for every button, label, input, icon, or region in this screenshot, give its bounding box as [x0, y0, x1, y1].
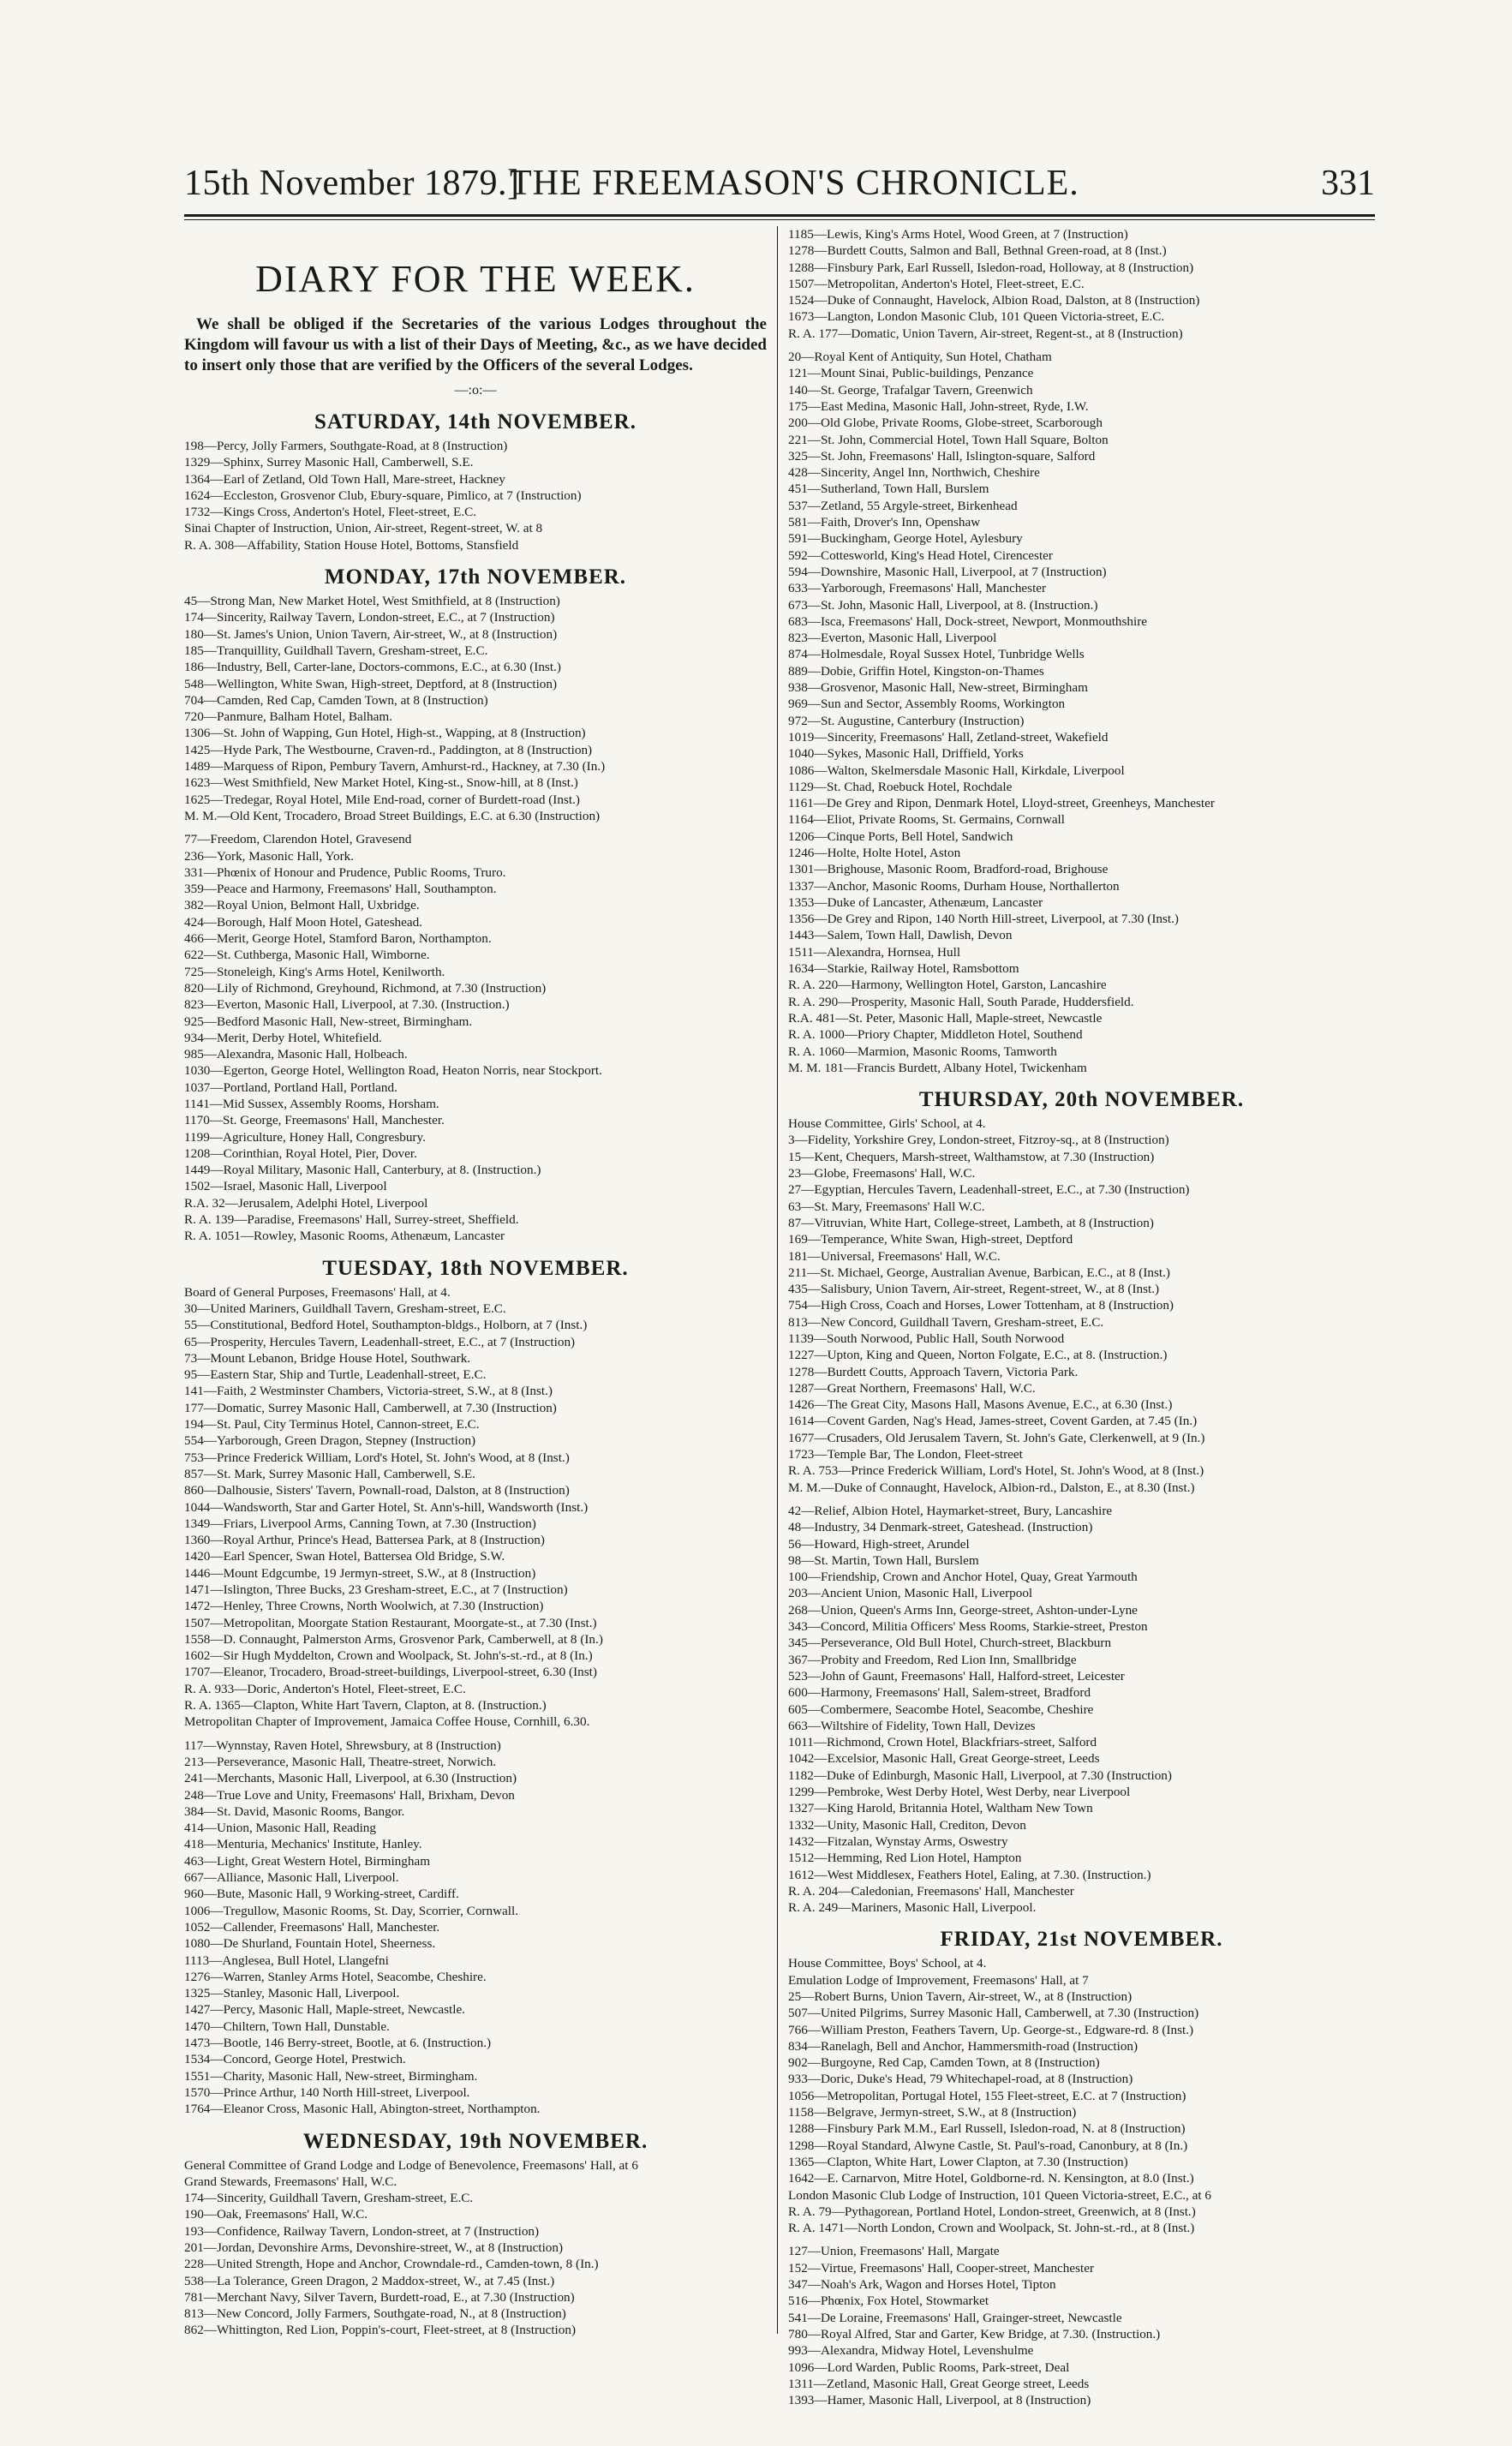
masthead: [184, 146, 1375, 214]
lodge-entry: 1329—Sphinx, Surrey Masonic Hall, Camberwell, S.E.: [184, 455, 474, 470]
lodge-entry: R. A. 933—Doric, Anderton's Hotel, Fleet-street, E.C.: [184, 1681, 466, 1696]
lodge-entry: 384—St. David, Masonic Rooms, Bangor.: [184, 1803, 405, 1819]
lodge-entry: 1182—Duke of Edinburgh, Masonic Hall, Liverpool, at 7.30 (Instruction): [788, 1767, 1172, 1783]
lodge-entry: 63—St. Mary, Freemasons' Hall W.C.: [788, 1199, 985, 1214]
lodge-entry: 56—Howard, High-street, Arundel: [788, 1536, 970, 1552]
wednesday-cont-country-entries: [788, 349, 1375, 1076]
lodge-entry: 174—Sincerity, Railway Tavern, London-street, E.C., at 7 (Instruction): [184, 610, 555, 625]
lodge-entry: R. A. 220—Harmony, Wellington Hotel, Garston, Lancashire: [788, 978, 1107, 993]
lodge-entry: 605—Combermere, Seacombe Hotel, Seacombe, Cheshire: [788, 1701, 1094, 1717]
lodge-entry: 823—Everton, Masonic Hall, Liverpool, at 7.30. (Instruction.): [184, 997, 510, 1013]
lodge-entry: R. A. 1365—Clapton, White Hart Tavern, Clapton, at 8. (Instruction.): [184, 1698, 547, 1713]
lodge-entry: 548—Wellington, White Swan, High-street, Deptford, at 8 (Instruction): [184, 676, 558, 691]
lodge-entry: 174—Sincerity, Guildhall Tavern, Gresham-street, E.C.: [184, 2191, 474, 2206]
lodge-entry: R. A. 753—Prince Frederick William, Lord's Hotel, St. John's Wood, at 8 (Inst.): [788, 1463, 1204, 1479]
lodge-entry: 1707—Eleanor, Trocadero, Broad-street-buildings, Liverpool-street, 6.30 (Inst): [184, 1665, 597, 1680]
lodge-entry: 1443—Salem, Town Hall, Dawlish, Devon: [788, 928, 1013, 943]
lodge-entry: 1327—King Harold, Britannia Hotel, Waltham New Town: [788, 1801, 1093, 1816]
lodge-entry: 1507—Metropolitan, Anderton's Hotel, Fleet-street, E.C.: [788, 276, 1085, 291]
lodge-entry: 140—St. George, Trafalgar Tavern, Greenwich: [788, 382, 1033, 398]
lodge-entry: 345—Perseverance, Old Bull Hotel, Church-street, Blackburn: [788, 1636, 1112, 1651]
lodge-entry: R. A. 177—Domatic, Union Tavern, Air-street, Regent-st., at 8 (Instruction): [788, 326, 1183, 341]
lodge-entry: R. A. 139—Paradise, Freemasons' Hall, Surrey-street, Sheffield.: [184, 1212, 519, 1228]
lodge-entry: 507—United Pilgrims, Surrey Masonic Hall, Camberwell, at 7.30 (Instruction): [788, 2006, 1199, 2021]
lodge-entry: R. A. 79—Pythagorean, Portland Hotel, London-street, Greenwich, at 8 (Inst.): [788, 2204, 1196, 2219]
lodge-entry: 969—Sun and Sector, Assembly Rooms, Workington: [788, 697, 1066, 712]
lodge-entry: 1364—Earl of Zetland, Old Town Hall, Mare-street, Hackney: [184, 471, 505, 487]
lodge-entry: 359—Peace and Harmony, Freemasons' Hall, Southampton.: [184, 882, 497, 897]
lodge-entry: 1420—Earl Spencer, Swan Hotel, Battersea Old Bridge, S.W.: [184, 1549, 505, 1564]
lodge-entry: 1096—Lord Warden, Public Rooms, Park-street, Deal: [788, 2359, 1070, 2375]
lodge-entry: 100—Friendship, Crown and Anchor Hotel, Quay, Great Yarmouth: [788, 1570, 1138, 1585]
lodge-entry: 65—Prosperity, Hercules Tavern, Leadenhall-street, E.C., at 7 (Instruction): [184, 1334, 576, 1349]
lodge-entry: 1208—Corinthian, Royal Hotel, Pier, Dover.: [184, 1145, 417, 1161]
column-divider: [777, 226, 778, 2334]
lodge-entry: 1470—Chiltern, Town Hall, Dunstable.: [184, 2018, 390, 2034]
section-separator: —:o:—: [454, 383, 497, 398]
monday-country-entries: [184, 831, 767, 1244]
lodge-entry: 1472—Henley, Three Crowns, North Woolwich, at 7.30 (Instruction): [184, 1599, 544, 1614]
lodge-entry: R. A. 249—Mariners, Masonic Hall, Liverpool.: [788, 1900, 1037, 1916]
lodge-entry: 1353—Duke of Lancaster, Athenæum, Lancaster: [788, 894, 1043, 910]
lodge-entry: 367—Probity and Freedom, Red Lion Inn, Smallbridge: [788, 1652, 1077, 1667]
tuesday-country-entries: [184, 1737, 767, 2118]
lodge-entry: 1325—Stanley, Masonic Hall, Liverpool.: [184, 1986, 400, 2001]
lodge-entry: 27—Egyptian, Hercules Tavern, Leadenhall-street, E.C., at 7.30 (Instruction): [788, 1182, 1190, 1198]
friday-london-entries: [788, 1955, 1375, 2236]
lodge-entry: House Committee, Boys' School, at 4.: [788, 1956, 987, 1971]
thursday-country-entries: [788, 1503, 1375, 1916]
lodge-entry: 1473—Bootle, 146 Berry-street, Bootle, at 6. (Instruction.): [184, 2036, 492, 2051]
lodge-entry: 1524—Duke of Connaught, Havelock, Albion Road, Dalston, at 8 (Instruction): [788, 293, 1200, 308]
lodge-entry: 1006—Tregullow, Masonic Rooms, St. Day, Scorrier, Cornwall.: [184, 1903, 519, 1918]
lodge-entry: House Committee, Girls' School, at 4.: [788, 1116, 986, 1132]
lodge-entry: 451—Sutherland, Town Hall, Burslem: [788, 481, 989, 497]
lodge-entry: 213—Perseverance, Masonic Hall, Theatre-street, Norwich.: [184, 1754, 497, 1769]
lodge-entry: 1086—Walton, Skelmersdale Masonic Hall, Kirkdale, Liverpool: [788, 763, 1125, 778]
lodge-entry: Metropolitan Chapter of Improvement, Jamaica Coffee House, Cornhill, 6.30.: [184, 1714, 590, 1730]
lodge-entry: 1164—Eliot, Private Rooms, St. Germains, Cornwall: [788, 812, 1065, 828]
lodge-entry: 236—York, Masonic Hall, York.: [184, 848, 355, 864]
lodge-entry: 48—Industry, 34 Denmark-street, Gateshead. (Instruction): [788, 1520, 1093, 1535]
lodge-entry: 1301—Brighouse, Masonic Room, Bradford-road, Brighouse: [788, 862, 1109, 877]
lodge-entry: 241—Merchants, Masonic Hall, Liverpool, at 6.30 (Instruction): [184, 1771, 517, 1786]
lodge-entry: 1634—Starkie, Railway Hotel, Ramsbottom: [788, 961, 1019, 977]
lodge-entry: 73—Mount Lebanon, Bridge House Hotel, Southwark.: [184, 1350, 471, 1366]
lodge-entry: 594—Downshire, Masonic Hall, Liverpool, at 7 (Instruction): [788, 564, 1107, 579]
lodge-entry: 591—Buckingham, George Hotel, Aylesbury: [788, 531, 1023, 547]
lodge-entry: 55—Constitutional, Bedford Hotel, Southampton-bldgs., Holborn, at 7 (Inst.): [184, 1318, 588, 1333]
lodge-entry: 20—Royal Kent of Antiquity, Sun Hotel, Chatham: [788, 350, 1052, 365]
lodge-entry: 1141—Mid Sussex, Assembly Rooms, Horsham.: [184, 1096, 439, 1111]
lodge-entry: 754—High Cross, Coach and Horses, Lower Tottenham, at 8 (Instruction): [788, 1298, 1174, 1313]
lodge-entry: 1278—Burdett Coutts, Approach Tavern, Victoria Park.: [788, 1364, 1079, 1379]
lodge-entry: 169—Temperance, White Swan, High-street, Deptford: [788, 1232, 1073, 1247]
lodge-entry: 823—Everton, Masonic Hall, Liverpool: [788, 631, 997, 646]
lodge-entry: 1449—Royal Military, Masonic Hall, Canterbury, at 8. (Instruction.): [184, 1163, 541, 1178]
lodge-entry: 1011—Richmond, Crown Hotel, Blackfriars-street, Salford: [788, 1735, 1097, 1750]
lodge-entry: 1056—Metropolitan, Portugal Hotel, 155 Fleet-street, E.C. at 7 (Instruction): [788, 2088, 1186, 2103]
lodge-entry: 221—St. John, Commercial Hotel, Town Hall Square, Bolton: [788, 432, 1109, 447]
lodge-entry: 1511—Alexandra, Hornsea, Hull: [788, 944, 961, 960]
lodge-entry: 185—Tranquillity, Guildhall Tavern, Gresham-street, E.C.: [184, 643, 488, 658]
lodge-entry: 1570—Prince Arthur, 140 North Hill-street, Liverpool.: [184, 2084, 470, 2100]
lodge-entry: 1360—Royal Arthur, Prince's Head, Battersea Park, at 8 (Instruction): [184, 1533, 545, 1548]
lodge-entry: 228—United Strength, Hope and Anchor, Crowndale-rd., Camden-town, 8 (In.): [184, 2257, 599, 2272]
masthead-rule: [184, 214, 1375, 217]
lodge-entry: 537—Zetland, 55 Argyle-street, Birkenhead: [788, 498, 1018, 513]
lodge-entry: 667—Alliance, Masonic Hall, Liverpool.: [184, 1870, 399, 1886]
lodge-entry: 1624—Eccleston, Grosvenor Club, Ebury-square, Pimlico, at 7 (Instruction): [184, 487, 582, 503]
lodge-entry: 860—Dalhousie, Sisters' Tavern, Pownall-road, Dalston, at 8 (Instruction): [184, 1483, 570, 1498]
lodge-entry: 435—Salisbury, Union Tavern, Air-street, Regent-street, W., at 8 (Inst.): [788, 1282, 1160, 1297]
lodge-entry: 1602—Sir Hugh Myddelton, Crown and Woolpack, St. John's-st.-rd., at 8 (In.): [184, 1648, 593, 1664]
diary-intro: We shall be obliged if the Secretaries of the various Lodges throughout the Kingdom will favour us with a list of their Days of Meeting, &c., as we have decided to insert only those that are verified by the Officers of the several Lodges.: [184, 315, 767, 374]
lodge-entry: 186—Industry, Bell, Carter-lane, Doctors-commons, E.C., at 6.30 (Inst.): [184, 660, 561, 675]
lodge-entry: 1227—Upton, King and Queen, Norton Folgate, E.C., at 8. (Instruction.): [788, 1348, 1168, 1363]
lodge-entry: 834—Ranelagh, Bell and Anchor, Hammersmith-road (Instruction): [788, 2038, 1138, 2054]
lodge-entry: 704—Camden, Red Cap, Camden Town, at 8 (Instruction): [184, 692, 488, 708]
lodge-entry: 1551—Charity, Masonic Hall, New-street, Birmingham.: [184, 2068, 478, 2084]
lodge-entry: 1642—E. Carnarvon, Mitre Hotel, Goldborne-rd. N. Kensington, at 8.0 (Inst.): [788, 2171, 1194, 2186]
lodge-entry: R. A. 1471—North London, Crown and Woolpack, St. John-st.-rd., at 8 (Inst.): [788, 2221, 1195, 2236]
lodge-entry: 1432—Fitzalan, Wynstay Arms, Oswestry: [788, 1833, 1008, 1849]
lodge-entry: 25—Robert Burns, Union Tavern, Air-street, W., at 8 (Instruction): [788, 1988, 1133, 2004]
lodge-entry: 1206—Cinque Ports, Bell Hotel, Sandwich: [788, 828, 1013, 844]
lodge-entry: 1764—Eleanor Cross, Masonic Hall, Abington-street, Northampton.: [184, 2102, 541, 2117]
lodge-entry: 1030—Egerton, George Hotel, Wellington Road, Heaton Norris, near Stockport.: [184, 1063, 602, 1079]
lodge-entry: 753—Prince Frederick William, Lord's Hotel, St. John's Wood, at 8 (Inst.): [184, 1450, 570, 1465]
lodge-entry: 1037—Portland, Portland Hall, Portland.: [184, 1079, 397, 1095]
lodge-entry: 938—Grosvenor, Masonic Hall, New-street, Birmingham: [788, 680, 1088, 696]
lodge-entry: 194—St. Paul, City Terminus Hotel, Cannon-street, E.C.: [184, 1417, 480, 1432]
left-column: [184, 226, 767, 2338]
lodge-entry: 1332—Unity, Masonic Hall, Crediton, Devon: [788, 1817, 1026, 1833]
wednesday-entries: [184, 2157, 767, 2339]
monday-london-entries: [184, 593, 767, 824]
lodge-entry: 1446—Mount Edgcumbe, 19 Jermyn-street, S.W., at 8 (Instruction): [184, 1565, 536, 1581]
lodge-entry: 1502—Israel, Masonic Hall, Liverpool: [184, 1179, 387, 1194]
lodge-entry: 121—Mount Sinai, Public-buildings, Penzance: [788, 366, 1034, 381]
lodge-entry: 1425—Hyde Park, The Westbourne, Craven-rd., Paddington, at 8 (Instruction): [184, 742, 593, 757]
lodge-entry: 516—Phœnix, Fox Hotel, Stowmarket: [788, 2293, 989, 2309]
publication-title: THE FREEMASON'S CHRONICLE.: [510, 164, 1079, 203]
lodge-entry: 211—St. Michael, George, Australian Avenue, Barbican, E.C., at 8 (Inst.): [788, 1265, 1170, 1280]
lodge-entry: 152—Virtue, Freemasons' Hall, Cooper-street, Manchester: [788, 2260, 1095, 2276]
spacer: [788, 342, 1375, 349]
lodge-entry: R. A. 204—Caledonian, Freemasons' Hall, Manchester: [788, 1883, 1074, 1899]
lodge-entry: 592—Cottesworld, King's Head Hotel, Cirencester: [788, 547, 1053, 563]
lodge-entry: 198—Percy, Jolly Farmers, Southgate-Road, at 8 (Instruction): [184, 439, 508, 453]
lodge-entry: 1278—Burdett Coutts, Salmon and Ball, Bethnal Green-road, at 8 (Inst.): [788, 243, 1167, 259]
lodge-entry: General Committee of Grand Lodge and Lodge of Benevolence, Freemasons' Hall, at 6: [184, 2157, 638, 2173]
lodge-entry: R. A. 1000—Priory Chapter, Middleton Hotel, Southend: [788, 1027, 1083, 1043]
lodge-entry: 200—Old Globe, Private Rooms, Globe-street, Scarborough: [788, 416, 1103, 431]
issue-date: 15th November 1879.]: [184, 164, 520, 203]
lodge-entry: 1623—West Smithfield, New Market Hotel, King-st., Snow-hill, at 8 (Inst.): [184, 775, 578, 791]
tuesday-london-entries: [184, 1284, 767, 1731]
lodge-entry: 117—Wynnstay, Raven Hotel, Shrewsbury, at 8 (Instruction): [184, 1737, 501, 1753]
lodge-entry: 934—Merit, Derby Hotel, Whitefield.: [184, 1030, 382, 1045]
lodge-entry: 1534—Concord, George Hotel, Prestwich.: [184, 2052, 406, 2067]
lodge-entry: 1612—West Middlesex, Feathers Hotel, Ealing, at 7.30. (Instruction.): [788, 1867, 1151, 1882]
lodge-entry: 424—Borough, Half Moon Hotel, Gateshead.: [184, 914, 422, 930]
lodge-entry: 1614—Covent Garden, Nag's Head, James-street, Covent Garden, at 7.45 (In.): [788, 1414, 1198, 1429]
lodge-entry: 1349—Friars, Liverpool Arms, Canning Town, at 7.30 (Instruction): [184, 1516, 536, 1531]
lodge-entry: 1246—Holte, Holte Hotel, Aston: [788, 845, 961, 860]
page-number: 331: [1321, 164, 1375, 203]
lodge-entry: 463—Light, Great Western Hotel, Birmingham: [184, 1853, 431, 1869]
lodge-entry: 600—Harmony, Freemasons' Hall, Salem-street, Bradford: [788, 1685, 1091, 1701]
lodge-entry: 87—Vitruvian, White Hart, College-street, Lambeth, at 8 (Instruction): [788, 1215, 1154, 1230]
lodge-entry: 874—Holmesdale, Royal Sussex Hotel, Tunbridge Wells: [788, 647, 1085, 662]
lodge-entry: R. A. 1051—Rowley, Masonic Rooms, Athenæum, Lancaster: [184, 1229, 505, 1244]
lodge-entry: 622—St. Cuthberga, Masonic Hall, Wimborne.: [184, 948, 430, 963]
lodge-entry: 813—New Concord, Guildhall Tavern, Gresham-street, E.C.: [788, 1314, 1104, 1330]
lodge-entry: Grand Stewards, Freemasons' Hall, W.C.: [184, 2174, 397, 2189]
lodge-entry: 181—Universal, Freemasons' Hall, W.C.: [788, 1248, 1001, 1264]
day-heading-tuesday: TUESDAY, 18th NOVEMBER.: [322, 1256, 629, 1280]
lodge-entry: 201—Jordan, Devonshire Arms, Devonshire-street, W., at 8 (Instruction): [184, 2240, 564, 2255]
lodge-entry: 193—Confidence, Railway Tavern, London-street, at 7 (Instruction): [184, 2223, 540, 2239]
lodge-entry: 45—Strong Man, New Market Hotel, West Smithfield, at 8 (Instruction): [184, 594, 560, 609]
friday-country-entries: [788, 2243, 1375, 2408]
lodge-entry: 766—William Preston, Feathers Tavern, Up. George-st., Edgware-rd. 8 (Inst.): [788, 2022, 1194, 2037]
lodge-entry: R. A. 290—Prosperity, Masonic Hall, South Parade, Huddersfield.: [788, 994, 1134, 1009]
lodge-entry: 95—Eastern Star, Ship and Turtle, Leadenhall-street, E.C.: [184, 1367, 487, 1383]
lodge-entry: 1306—St. John of Wapping, Gun Hotel, High-st., Wapping, at 8 (Instruction): [184, 726, 586, 741]
spacer: [184, 824, 767, 831]
lodge-entry: 1426—The Great City, Masons Hall, Masons Avenue, E.C., at 6.30 (Inst.): [788, 1397, 1173, 1413]
lodge-entry: 1080—De Shurland, Fountain Hotel, Sheerness.: [184, 1936, 436, 1952]
lodge-entry: 1139—South Norwood, Public Hall, South Norwood: [788, 1331, 1065, 1346]
lodge-entry: 925—Bedford Masonic Hall, New-street, Birmingham.: [184, 1014, 473, 1029]
newspaper-page: [167, 129, 1384, 2408]
lodge-entry: 781—Merchant Navy, Silver Tavern, Burdett-road, E., at 7.30 (Instruction): [184, 2289, 575, 2305]
lodge-entry: 1512—Hemming, Red Lion Hotel, Hampton: [788, 1851, 1022, 1866]
right-column: [788, 226, 1375, 2408]
lodge-entry: 673—St. John, Masonic Hall, Liverpool, at 8. (Instruction.): [788, 597, 1098, 613]
day-heading-friday: FRIDAY, 21st NOVEMBER.: [940, 1928, 1223, 1952]
lodge-entry: 180—St. James's Union, Union Tavern, Air-street, W., at 8 (Instruction): [184, 626, 558, 642]
lodge-entry: 203—Ancient Union, Masonic Hall, Liverpool: [788, 1586, 1033, 1601]
lodge-entry: 1298—Royal Standard, Alwyne Castle, St. Paul's-road, Canonbury, at 8 (In.): [788, 2138, 1188, 2153]
lodge-entry: 1276—Warren, Stanley Arms Hotel, Seacombe, Cheshire.: [184, 1969, 487, 1984]
lodge-entry: 633—Yarborough, Freemasons' Hall, Manchester: [788, 581, 1047, 596]
lodge-entry: 347—Noah's Ark, Wagon and Horses Hotel, Tipton: [788, 2277, 1056, 2293]
lodge-entry: Emulation Lodge of Improvement, Freemasons' Hall, at 7: [788, 1972, 1089, 1988]
lodge-entry: 248—True Love and Unity, Freemasons' Hall, Brixham, Devon: [184, 1787, 515, 1803]
lodge-entry: London Masonic Club Lodge of Instruction, 101 Queen Victoria-street, E.C., at 6: [788, 2187, 1211, 2203]
lodge-entry: 1365—Clapton, White Hart, Lower Clapton, at 7.30 (Instruction): [788, 2154, 1128, 2169]
lodge-entry: 960—Bute, Masonic Hall, 9 Working-street, Cardiff.: [184, 1887, 459, 1902]
lodge-entry: 1040—Sykes, Masonic Hall, Driffield, Yorks: [788, 746, 1024, 762]
saturday-entries: [184, 438, 767, 553]
lodge-entry: 3—Fidelity, Yorkshire Grey, London-street, Fitzroy-sq., at 8 (Instruction): [788, 1133, 1169, 1148]
lodge-entry: 683—Isca, Freemasons' Hall, Dock-street, Newport, Monmouthshire: [788, 613, 1148, 629]
lodge-entry: 1507—Metropolitan, Moorgate Station Restaurant, Moorgate-st., at 7.30 (Inst.): [184, 1615, 597, 1630]
lodge-entry: 1019—Sincerity, Freemasons' Hall, Zetland-street, Wakefield: [788, 729, 1109, 745]
day-heading-saturday: SATURDAY, 14th NOVEMBER.: [314, 410, 636, 434]
lodge-entry: 1185—Lewis, King's Arms Hotel, Wood Green, at 7 (Instruction): [788, 227, 1128, 242]
lodge-entry: 1427—Percy, Masonic Hall, Maple-street, Newcastle.: [184, 2002, 465, 2018]
lodge-entry: 820—Lily of Richmond, Greyhound, Richmond, at 7.30 (Instruction): [184, 980, 547, 996]
lodge-entry: 177—Domatic, Surrey Masonic Hall, Camberwell, at 7.30 (Instruction): [184, 1400, 557, 1415]
lodge-entry: 77—Freedom, Clarendon Hotel, Gravesend: [184, 832, 412, 847]
lodge-entry: 581—Faith, Drover's Inn, Openshaw: [788, 515, 981, 530]
lodge-entry: R.A. 32—Jerusalem, Adelphi Hotel, Liverpool: [184, 1195, 428, 1211]
lodge-entry: 1625—Tredegar, Royal Hotel, Mile End-road, corner of Burdett-road (Inst.): [184, 792, 580, 807]
lodge-entry: 1113—Anglesea, Bull Hotel, Llangefni: [184, 1953, 389, 1968]
lodge-entry: 190—Oak, Freemasons' Hall, W.C.: [184, 2207, 368, 2222]
lodge-entry: 1161—De Grey and Ripon, Denmark Hotel, Lloyd-street, Greenheys, Manchester: [788, 796, 1215, 811]
lodge-entry: 1393—Hamer, Masonic Hall, Liverpool, at 8 (Instruction): [788, 2393, 1091, 2408]
lodge-entry: 98—St. Martin, Town Hall, Burslem: [788, 1552, 979, 1568]
spacer: [788, 1496, 1375, 1503]
lodge-entry: R.A. 481—St. Peter, Masonic Hall, Maple-street, Newcastle: [788, 1010, 1103, 1026]
lodge-entry: 1299—Pembroke, West Derby Hotel, West Derby, near Liverpool: [788, 1785, 1131, 1800]
lodge-entry: M. M.—Duke of Connaught, Havelock, Albion-rd., Dalston, E., at 8.30 (Inst.): [788, 1480, 1195, 1495]
lodge-entry: M. M. 181—Francis Burdett, Albany Hotel, Twickenham: [788, 1060, 1087, 1075]
lodge-entry: 1287—Great Northern, Freemasons' Hall, W.C.: [788, 1380, 1036, 1396]
lodge-entry: 1489—Marquess of Ripon, Pembury Tavern, Amhurst-rd., Hackney, at 7.30 (In.): [184, 759, 606, 774]
lodge-entry: 554—Yarborough, Green Dragon, Stepney (Instruction): [184, 1433, 476, 1449]
day-heading-wednesday: WEDNESDAY, 19th NOVEMBER.: [302, 2129, 648, 2153]
lodge-entry: 1311—Zetland, Masonic Hall, Great George street, Leeds: [788, 2376, 1090, 2391]
lodge-entry: 725—Stoneleigh, King's Arms Hotel, Kenilworth.: [184, 964, 445, 979]
lodge-entry: 343—Concord, Militia Officers' Mess Rooms, Starkie-street, Preston: [788, 1619, 1148, 1635]
lodge-entry: 418—Menturia, Mechanics' Institute, Hanley.: [184, 1837, 422, 1852]
lodge-entry: 127—Union, Freemasons' Hall, Margate: [788, 2244, 1000, 2259]
lodge-entry: 42—Relief, Albion Hotel, Haymarket-street, Bury, Lancashire: [788, 1503, 1113, 1518]
lodge-entry: 1158—Belgrave, Jermyn-street, S.W., at 8 (Instruction): [788, 2105, 1077, 2120]
spacer: [788, 2236, 1375, 2243]
lodge-entry: 268—Union, Queen's Arms Inn, George-street, Ashton-under-Lyne: [788, 1602, 1138, 1618]
lodge-entry: 985—Alexandra, Masonic Hall, Holbeach.: [184, 1047, 408, 1062]
lodge-entry: 414—Union, Masonic Hall, Reading: [184, 1821, 376, 1836]
masthead-rule-thin: [184, 219, 1375, 220]
lodge-entry: R. A. 308—Affability, Station House Hotel, Bottoms, Stansfield: [184, 537, 519, 553]
lodge-entry: 972—St. Augustine, Canterbury (Instruction): [788, 713, 1025, 728]
diary-title: DIARY FOR THE WEEK.: [255, 258, 696, 300]
day-heading-monday: MONDAY, 17th NOVEMBER.: [324, 565, 627, 589]
lodge-entry: 1337—Anchor, Masonic Rooms, Durham House, Northallerton: [788, 878, 1120, 894]
lodge-entry: 1288—Finsbury Park M.M., Earl Russell, Isledon-road, N. at 8 (Instruction): [788, 2121, 1186, 2137]
lodge-entry: 1052—Callender, Freemasons' Hall, Manchester.: [184, 1919, 440, 1935]
lodge-entry: 862—Whittington, Red Lion, Poppin's-court, Fleet-street, at 8 (Instruction): [184, 2323, 577, 2338]
lodge-entry: 993—Alexandra, Midway Hotel, Levenshulme: [788, 2343, 1034, 2359]
lodge-entry: 1170—St. George, Freemasons' Hall, Manchester.: [184, 1113, 445, 1128]
lodge-entry: 857—St. Mark, Surrey Masonic Hall, Camberwell, S.E.: [184, 1466, 475, 1481]
lodge-entry: 466—Merit, George Hotel, Stamford Baron, Northampton.: [184, 931, 492, 947]
lodge-entry: 1471—Islington, Three Bucks, 23 Gresham-street, E.C., at 7 (Instruction): [184, 1582, 568, 1597]
lodge-entry: 933—Doric, Duke's Head, 79 Whitechapel-road, at 8 (Instruction): [788, 2072, 1133, 2087]
lodge-entry: 175—East Medina, Masonic Hall, John-street, Ryde, I.W.: [788, 398, 1089, 414]
lodge-entry: 1356—De Grey and Ripon, 140 North Hill-street, Liverpool, at 7.30 (Inst.): [788, 912, 1179, 927]
lodge-entry: 889—Dobie, Griffin Hotel, Kingston-on-Thames: [788, 663, 1044, 679]
lodge-entry: 1199—Agriculture, Honey Hall, Congresbury.: [184, 1129, 426, 1145]
lodge-entry: 331—Phœnix of Honour and Prudence, Public Rooms, Truro.: [184, 864, 506, 880]
lodge-entry: 813—New Concord, Jolly Farmers, Southgate-road, N., at 8 (Instruction): [184, 2306, 566, 2322]
lodge-entry: 1042—Excelsior, Masonic Hall, Great George-street, Leeds: [788, 1751, 1100, 1767]
lodge-entry: R. A. 1060—Marmion, Masonic Rooms, Tamworth: [788, 1044, 1057, 1059]
lodge-entry: 141—Faith, 2 Westminster Chambers, Victoria-street, S.W., at 8 (Inst.): [184, 1384, 553, 1399]
lodge-entry: 15—Kent, Chequers, Marsh-street, Walthamstow, at 7.30 (Instruction): [788, 1149, 1155, 1164]
lodge-entry: 382—Royal Union, Belmont Hall, Uxbridge.: [184, 898, 420, 913]
lodge-entry: 1673—Langton, London Masonic Club, 101 Queen Victoria-street, E.C.: [788, 309, 1165, 325]
lodge-entry: 780—Royal Alfred, Star and Garter, Kew Bridge, at 7.30. (Instruction.): [788, 2326, 1161, 2341]
lodge-entry: 523—John of Gaunt, Freemasons' Hall, Halford-street, Leicester: [788, 1668, 1125, 1683]
lodge-entry: 1288—Finsbury Park, Earl Russell, Isledon-road, Holloway, at 8 (Instruction): [788, 260, 1194, 275]
lodge-entry: 538—La Tolerance, Green Dragon, 2 Maddox-street, W., at 7.45 (Inst.): [184, 2273, 555, 2288]
lodge-entry: Sinai Chapter of Instruction, Union, Air-street, Regent-street, W. at 8: [184, 521, 543, 536]
wednesday-cont-london-entries: [788, 226, 1375, 342]
lodge-entry: 1732—Kings Cross, Anderton's Hotel, Fleet-street, E.C.: [184, 505, 477, 520]
lodge-entry: 428—Sincerity, Angel Inn, Northwich, Cheshire: [788, 465, 1040, 481]
spacer: [184, 1731, 767, 1737]
lodge-entry: 720—Panmure, Balham Hotel, Balham.: [184, 709, 392, 725]
day-heading-thursday: THURSDAY, 20th NOVEMBER.: [918, 1088, 1245, 1112]
lodge-entry: 663—Wiltshire of Fidelity, Town Hall, Devizes: [788, 1718, 1036, 1733]
lodge-entry: 1044—Wandsworth, Star and Garter Hotel, St. Ann's-hill, Wandsworth (Inst.): [184, 1499, 589, 1515]
lodge-entry: M. M.—Old Kent, Trocadero, Broad Street Buildings, E.C. at 6.30 (Instruction): [184, 808, 601, 823]
lodge-entry: 1129—St. Chad, Roebuck Hotel, Rochdale: [788, 779, 1013, 794]
thursday-london-entries: [788, 1115, 1375, 1496]
lodge-entry: 1677—Crusaders, Old Jerusalem Tavern, St. John's Gate, Clerkenwell, at 9 (In.): [788, 1430, 1205, 1445]
lodge-entry: 1723—Temple Bar, The London, Fleet-street: [788, 1447, 1023, 1462]
lodge-entry: 541—De Loraine, Freemasons' Hall, Grainger-street, Newcastle: [788, 2310, 1122, 2325]
lodge-entry: 1558—D. Connaught, Palmerston Arms, Grosvenor Park, Camberwell, at 8 (In.): [184, 1631, 603, 1647]
lodge-entry: 30—United Mariners, Guildhall Tavern, Gresham-street, E.C.: [184, 1301, 506, 1316]
lodge-entry: 902—Burgoyne, Red Cap, Camden Town, at 8 (Instruction): [788, 2055, 1100, 2071]
lodge-entry: 23—Globe, Freemasons' Hall, W.C.: [788, 1166, 976, 1181]
lodge-entry: Board of General Purposes, Freemasons' Hall, at 4.: [184, 1284, 451, 1300]
lodge-entry: 325—St. John, Freemasons' Hall, Islington-square, Salford: [788, 448, 1096, 463]
